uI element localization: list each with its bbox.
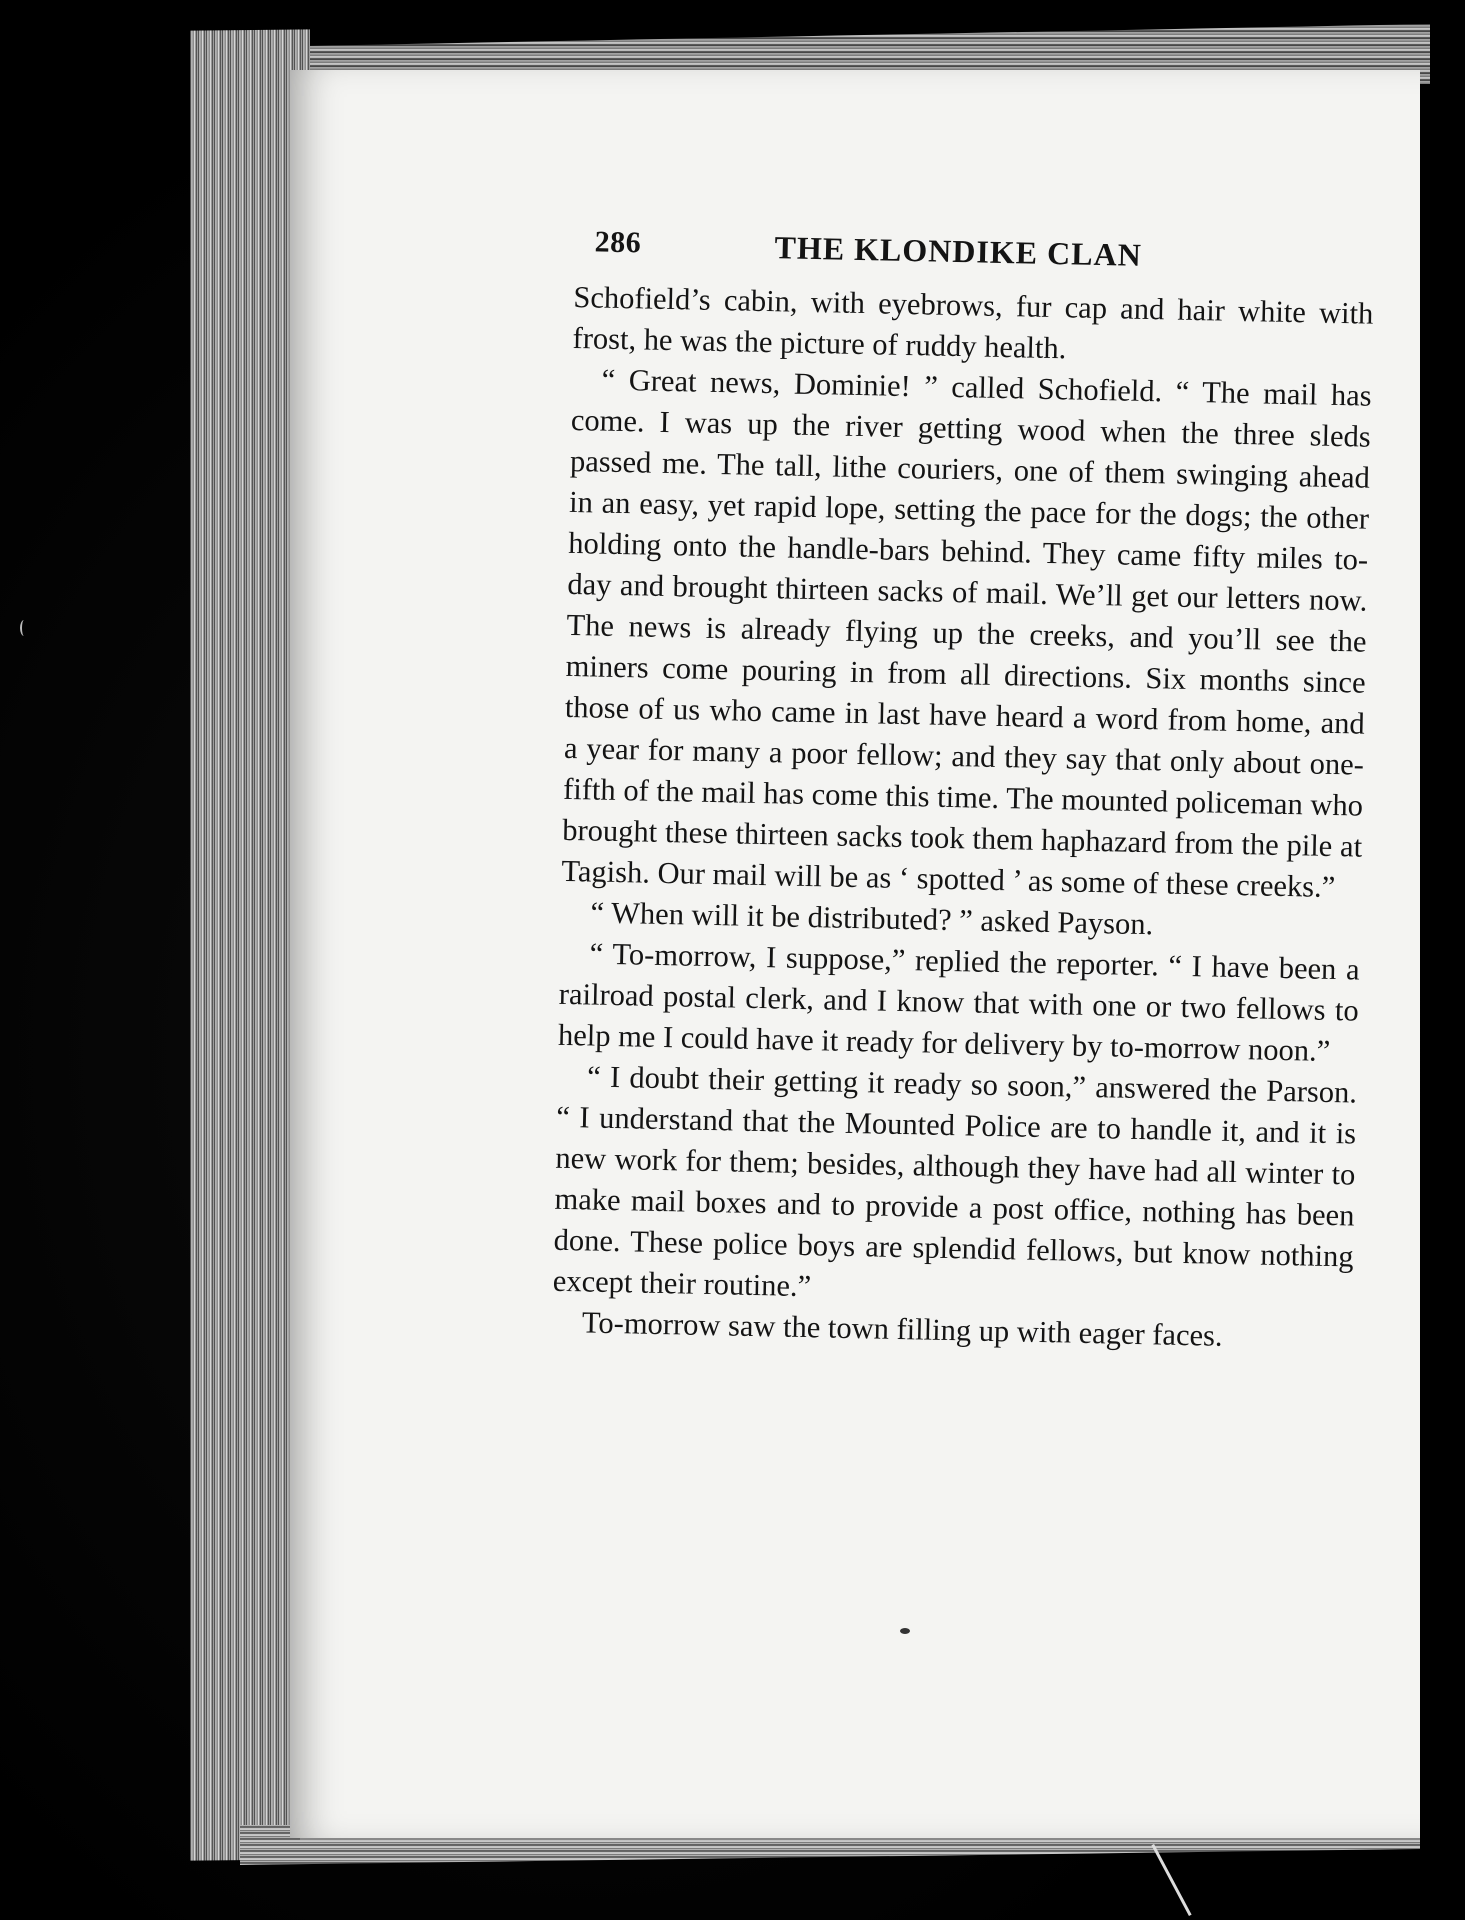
paragraph: To-morrow saw the town filling up with eager faces. — [581, 1305, 1223, 1353]
scan-mark — [20, 620, 28, 636]
body-text — [552, 277, 1374, 1360]
paragraph: “ I doubt their getting it ready so soon,” answered the Parson. “ I understand that the Mounted Police are to handle it, and it is new work for them; besides, although they have had all winter to make mail boxes and to provide a post office, nothing has been done. These police boys are splendid fellows, but know nothing except their routine.” — [552, 1059, 1358, 1304]
ink-dot — [900, 1628, 910, 1634]
page-content — [552, 225, 1395, 1360]
paragraph: “ When will it be distributed? ” asked Payson. — [590, 895, 1154, 942]
paragraph: “ Great news, Dominie! ” called Schofield. “ The mail has come. I was up the river getting wood when the three sleds passed me. The tall, lithe couriers, one of them swinging ahead in an easy, yet rapid lope, setting the pace for the dogs; the other holding onto the handle-bars behind. They came fifty miles to-day and brought thirteen sacks of mail. We’ll get our letters now. The news is already flying up the creeks, and you’ll see the miners come pouring in from all directions. Six months since those of us who came in last have heard a word from home, and a year for many a poor fellow; and they say that only about one-fifth of the mail has come this time. The mounted policeman who brought these thirteen sacks took them haphazard from the pile at Tagish. Our mail will be as ‘ spotted ’ as some of these creeks.” — [561, 362, 1372, 905]
running-title: THE KLONDIKE CLAN — [774, 229, 1143, 273]
paragraph: Schofield’s cabin, with eyebrows, fur cap and hair white with frost, he was the picture of ruddy health. — [572, 279, 1374, 366]
page-bottom-edge — [300, 1838, 1420, 1840]
paragraph: “ To-morrow, I suppose,” replied the reporter. “ I have been a railroad postal clerk, and I know that with one or two fellows to help me I could have it ready for delivery by to-morrow noon.” — [557, 936, 1360, 1068]
page-number: 286 — [594, 225, 642, 260]
